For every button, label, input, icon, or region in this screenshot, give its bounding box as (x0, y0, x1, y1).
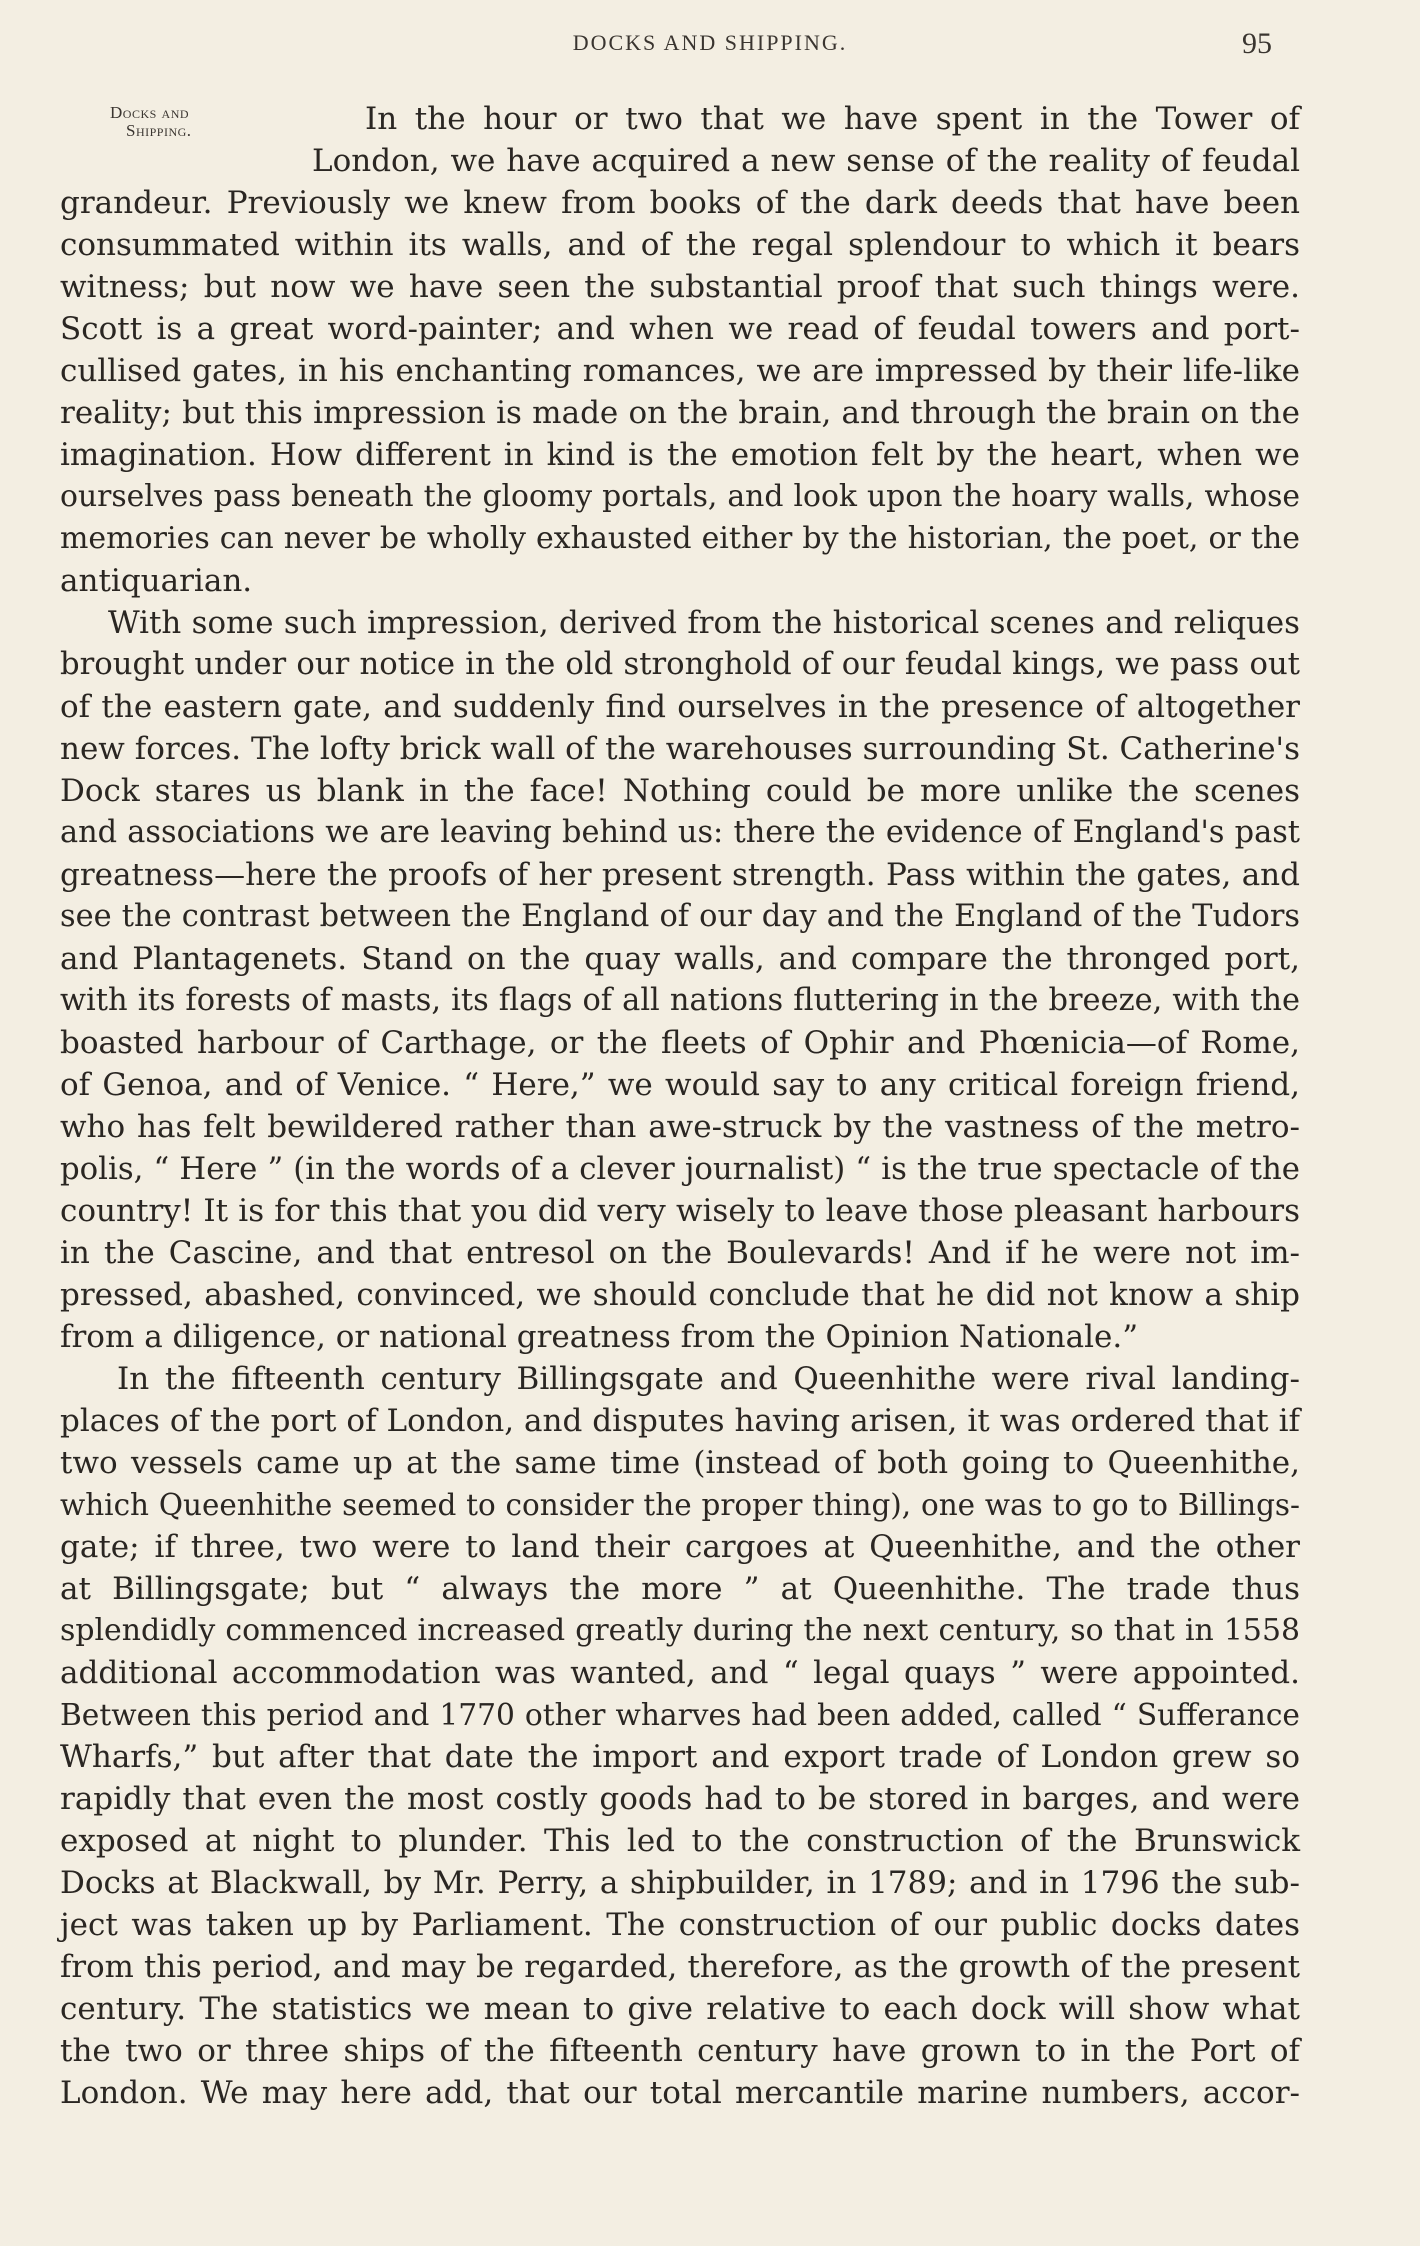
text-line: grandeur. Previously we knew from books of the dark deeds that have been (60, 185, 1300, 221)
running-title: DOCKS AND SHIPPING. (572, 30, 848, 55)
running-head (0, 27, 1420, 70)
text-line: In the fifteenth century Billingsgate and Queenhithe were rival landing- (117, 1361, 1300, 1397)
text-line: at Billingsgate; but “ always the more ” at Queenhithe. The trade thus (60, 1571, 1300, 1607)
text-line: Between this period and 1770 other wharves had been added, called “ Sufferance (60, 1697, 1300, 1732)
text-line: reality; but this impression is made on the brain, and through the brain on the (60, 395, 1300, 431)
text-line: splendidly commenced increased greatly during the next century, so that in 1558 (60, 1613, 1300, 1648)
text-line: new forces. The lofty brick wall of the warehouses surrounding St. Catherine's (60, 731, 1300, 767)
text-line: gate; if three, two were to land their cargoes at Queenhithe, and the other (60, 1529, 1300, 1565)
text-line: imagination. How different in kind is the emotion felt by the heart, when we (60, 437, 1300, 473)
text-line: witness; but now we have seen the substantial proof that such things were. (60, 269, 1300, 305)
text-line: and Plantagenets. Stand on the quay walls, and compare the thronged port, (60, 941, 1300, 977)
text-line: London, we have acquired a new sense of the reality of feudal (312, 143, 1300, 179)
text-line: Docks at Blackwall, by Mr. Perry, a shipbuilder, in 1789; and in 1796 the sub- (60, 1865, 1300, 1901)
text-line: country! It is for this that you did very wisely to leave those pleasant harbours (60, 1193, 1300, 1229)
body-text (60, 98, 1300, 2114)
text-line: With some such impression, derived from the historical scenes and reliques (108, 605, 1300, 641)
text-line: boasted harbour of Carthage, or the fleets of Ophir and Phœnicia—of Rome, (60, 1025, 1300, 1061)
text-line: polis, “ Here ” (in the words of a clever journalist) “ is the true spectacle of the (60, 1151, 1300, 1187)
text-line: which Queenhithe seemed to consider the proper thing), one was to go to Billings- (60, 1488, 1300, 1522)
text-line: antiquarian. (60, 563, 253, 599)
text-line: In the hour or two that we have spent in the Tower of (365, 101, 1300, 137)
text-line: Scott is a great word-painter; and when we read of feudal towers and port- (60, 311, 1300, 347)
text-line: from this period, and may be regarded, therefore, as the growth of the present (60, 1949, 1300, 1985)
text-line: two vessels came up at the same time (instead of both going to Queenhithe, (60, 1445, 1300, 1481)
text-line: exposed at night to plunder. This led to the construction of the Brunswick (60, 1823, 1300, 1859)
text-line: century. The statistics we mean to give relative to each dock will show what (60, 1991, 1300, 2027)
text-line: Dock stares us blank in the face! Nothing could be more unlike the scenes (60, 773, 1300, 809)
text-line: who has felt bewildered rather than awe-struck by the vastness of the metro- (60, 1109, 1300, 1145)
side-note-line: Docks and (110, 103, 190, 122)
paragraph-1 (60, 98, 1300, 602)
text-line: greatness—here the proofs of her present strength. Pass within the gates, and (60, 857, 1300, 893)
text-line: see the contrast between the England of our day and the England of the Tudors (60, 899, 1300, 934)
text-line: memories can never be wholly exhausted either by the historian, the poet, or the (60, 521, 1300, 556)
text-line: London. We may here add, that our total mercantile marine numbers, accor- (60, 2075, 1300, 2111)
text-line: rapidly that even the most costly goods had to be stored in barges, and were (60, 1781, 1300, 1817)
text-line: ject was taken up by Parliament. The construction of our public docks dates (60, 1907, 1300, 1943)
text-line: pressed, abashed, convinced, we should conclude that he did not know a ship (60, 1277, 1300, 1313)
paragraph-2 (60, 602, 1300, 1358)
text-line: and associations we are leaving behind us: there the evidence of England's past (60, 815, 1300, 850)
side-note-line: Shipping. (126, 121, 192, 140)
text-line: Wharfs,” but after that date the import and export trade of London grew so (60, 1739, 1300, 1775)
page-number: 95 (1242, 27, 1272, 60)
text-line: places of the port of London, and disputes having arisen, it was ordered that if (60, 1403, 1300, 1439)
text-line: from a diligence, or national greatness from the Opinion Nationale.” (60, 1319, 1139, 1355)
text-line: ourselves pass beneath the gloomy portals, and look upon the hoary walls, whose (60, 479, 1300, 514)
text-line: cullised gates, in his enchanting romances, we are impressed by their life-like (60, 353, 1300, 389)
text-line: in the Cascine, and that entresol on the Boulevards! And if he were not im- (60, 1235, 1300, 1271)
text-line: the two or three ships of the fifteenth century have grown to in the Port of (60, 2033, 1300, 2069)
paragraph-3 (60, 1358, 1300, 2114)
text-line: of Genoa, and of Venice. “ Here,” we would say to any critical foreign friend, (60, 1067, 1300, 1103)
text-line: brought under our notice in the old stronghold of our feudal kings, we pass out (60, 647, 1300, 682)
text-line: of the eastern gate, and suddenly find ourselves in the presence of altogether (60, 689, 1300, 725)
text-line: with its forests of masts, its flags of all nations fluttering in the breeze, with the (60, 983, 1300, 1018)
text-line: additional accommodation was wanted, and “ legal quays ” were appointed. (60, 1655, 1300, 1691)
text-line: consummated within its walls, and of the regal splendour to which it bears (60, 227, 1300, 263)
